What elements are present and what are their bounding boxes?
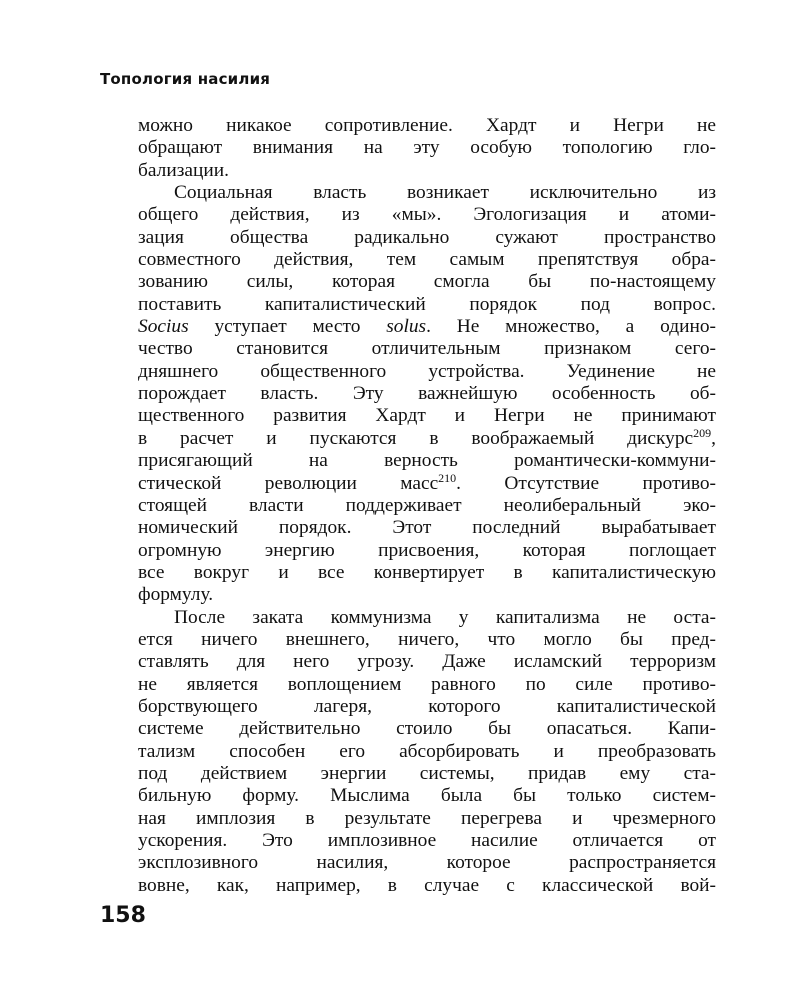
text-line: порождает власть. Эту важнейшую особенность об- <box>138 383 716 405</box>
text-line: огромную энергию присвоения, которая поглощает <box>138 539 716 561</box>
text-line: поставить капиталистический порядок под вопрос. <box>138 293 716 315</box>
footnote-ref-209[interactable]: 209 <box>693 425 712 440</box>
text-line: присягающий на верность романтически-коммуни- <box>138 450 716 472</box>
text-span: уступает место <box>188 316 387 338</box>
text-line: борствующего лагеря, которого капиталистической <box>138 695 716 717</box>
text-line <box>138 316 716 338</box>
text-line: Социальная власть возникает исключительно из <box>174 182 716 204</box>
page-number: 158 <box>100 903 146 928</box>
body-text <box>138 115 716 897</box>
text-line: зованию силы, которая смогла бы по-настоящему <box>138 271 716 293</box>
text-line: вовне, как, например, в случае с классической вой- <box>138 874 716 896</box>
text-line: общего действия, из «мы». Эгологизация и атоми- <box>138 204 716 226</box>
text-line <box>138 470 716 495</box>
text-line: системе действительно стоило бы опасаться. Капи- <box>138 718 716 740</box>
text-span: в расчет и пускаются в воображаемый дискурс <box>138 427 694 449</box>
text-line: не является воплощением равного по силе противо- <box>138 673 716 695</box>
italic-term-solus: solus <box>386 316 427 338</box>
text-line: обращают внимания на эту особую топологию гло- <box>138 137 716 159</box>
text-line: чество становится отличительным признаком сего- <box>138 338 716 360</box>
text-line: можно никакое сопротивление. Хардт и Негри не <box>138 115 716 136</box>
text-line: под действием энергии системы, придав ему ста- <box>138 762 716 784</box>
text-line: зация общества радикально сужают пространство <box>138 226 716 248</box>
text-line: бализации. <box>138 159 229 181</box>
text-span: . Отсутствие противо- <box>456 472 716 494</box>
text-line: все вокруг и все конвертирует в капиталистическую <box>138 561 716 583</box>
text-line: формулу. <box>138 584 214 606</box>
text-line: эксплозивного насилия, которое распространяется <box>138 852 716 874</box>
text-line: тализм способен его абсорбировать и преобразовать <box>138 740 716 762</box>
text-line <box>138 425 716 450</box>
text-line: ставлять для него угрозу. Даже исламский терроризм <box>138 651 716 673</box>
text-span: . Не множество, а одино- <box>426 316 716 338</box>
text-line: ется ничего внешнего, ничего, что могло бы пред- <box>138 628 716 650</box>
text-line: дняшнего общественного устройства. Уединение не <box>138 360 716 382</box>
text-line: щественного развития Хардт и Негри не принимают <box>138 405 716 427</box>
italic-term-socius: Socius <box>138 316 189 338</box>
text-span: , <box>711 427 716 449</box>
text-line: бильную форму. Мыслима была бы только систем- <box>138 785 716 807</box>
text-span: стической революции масс <box>138 472 439 494</box>
text-line: ная имплозия в результате перегрева и чрезмерного <box>138 807 716 829</box>
text-line: совместного действия, тем самым препятствуя обра- <box>138 249 716 271</box>
text-line: После заката коммунизма у капитализма не оста- <box>174 606 716 628</box>
text-line: стоящей власти поддерживает неолиберальный эко- <box>138 494 716 516</box>
text-line: ускорения. Это имплозивное насилие отличается от <box>138 830 716 851</box>
text-line: номический порядок. Этот последний вырабатывает <box>138 517 716 539</box>
running-header: Топология насилия <box>100 70 271 88</box>
footnote-ref-210[interactable]: 210 <box>438 470 457 485</box>
